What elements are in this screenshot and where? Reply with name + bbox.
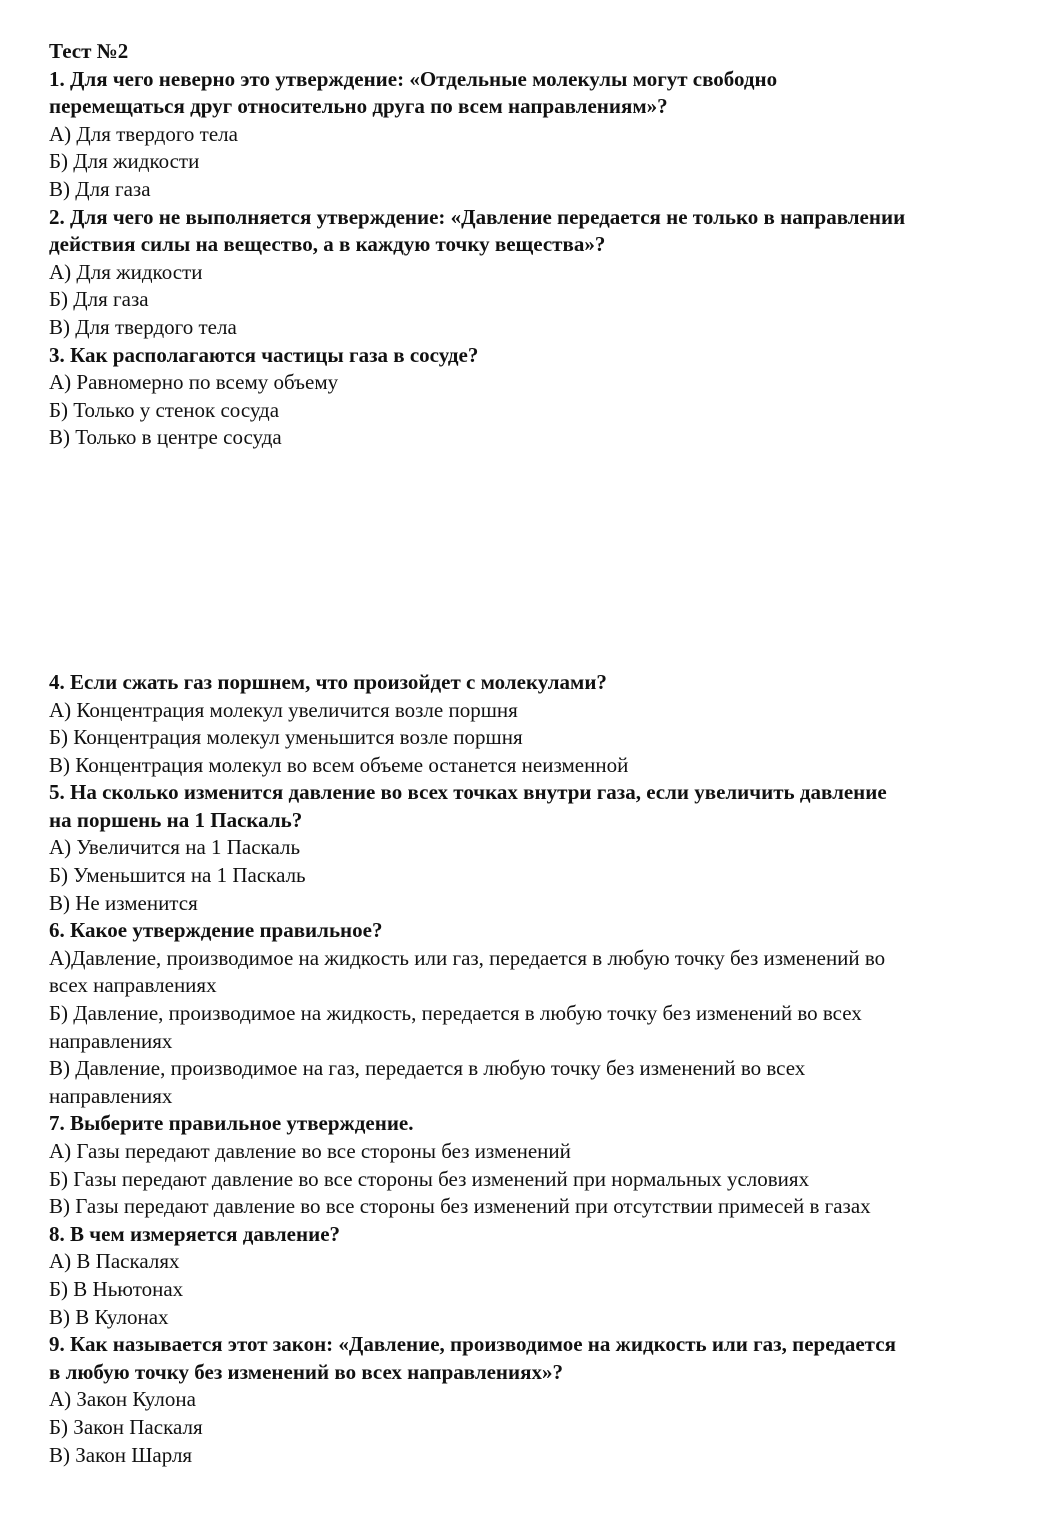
question-3-text: 3. Как располагаются частицы газа в сосуде? [49, 342, 479, 367]
question-4-option-b: Б) Концентрация молекул уменьшится возле поршня [49, 725, 523, 750]
question-9-text: 9. Как называется этот закон: «Давление, производимое на жидкость или газ, передается [49, 1332, 896, 1357]
question-3-option-b: Б) Только у стенок сосуда [49, 397, 280, 422]
question-6-option-c: В) Давление, производимое на газ, передается в любую точку без изменений во всех [49, 1056, 806, 1081]
question-8-option-a: А) В Паскалях [49, 1249, 180, 1274]
question-7-option-b: Б) Газы передают давление во все стороны без изменений при нормальных условиях [49, 1166, 810, 1191]
question-1-option-b: Б) Для жидкости [49, 149, 200, 174]
question-7-text: 7. Выберите правильное утверждение. [49, 1111, 414, 1136]
question-6-option-b: Б) Давление, производимое на жидкость, передается в любую точку без изменений во всех [49, 1001, 862, 1026]
question-8-option-c: В) В Кулонах [49, 1304, 169, 1329]
page-gap [49, 452, 1039, 669]
question-3-option-a: А) Равномерно по всему объему [49, 370, 339, 395]
question-9-option-b: Б) Закон Паскаля [49, 1414, 203, 1439]
question-5-text: 5. На сколько изменится давление во всех точках внутри газа, если увеличить давление [49, 780, 887, 805]
question-1-option-c: В) Для газа [49, 176, 151, 201]
question-8 [49, 1221, 1039, 1331]
question-6-text: 6. Какое утверждение правильное? [49, 918, 383, 943]
question-2-option-a: А) Для жидкости [49, 259, 203, 284]
question-4-option-c: В) Концентрация молекул во всем объеме останется неизменной [49, 752, 629, 777]
question-2-text: 2. Для чего не выполняется утверждение: «Давление передается не только в направлении [49, 204, 906, 229]
test-title: Тест №2 [49, 39, 129, 63]
question-6-option-a: А)Давление, производимое на жидкость или газ, передается в любую точку без изменений во [49, 945, 886, 970]
question-4-option-a: А) Концентрация молекул увеличится возле поршня [49, 697, 518, 722]
question-5-option-b: Б) Уменьшится на 1 Паскаль [49, 863, 306, 888]
question-6-option-a-cont: всех направлениях [49, 973, 217, 998]
question-4-text: 4. Если сжать газ поршнем, что произойдет с молекулами? [49, 669, 607, 694]
question-9-text-cont: в любую точку без изменений во всех направлениях»? [49, 1359, 563, 1384]
question-5-text-cont: на поршень на 1 Паскаль? [49, 807, 303, 832]
question-7 [49, 1110, 1039, 1220]
question-8-text: 8. В чем измеряется давление? [49, 1221, 341, 1246]
question-5 [49, 779, 1039, 917]
question-1 [49, 66, 1039, 204]
question-6-option-c-cont: направлениях [49, 1083, 173, 1108]
question-5-option-a: А) Увеличится на 1 Паскаль [49, 835, 301, 860]
question-8-option-b: Б) В Ньютонах [49, 1276, 184, 1301]
question-1-text-cont: перемещаться друг относительно друга по всем направлениям»? [49, 94, 668, 119]
question-9-option-a: А) Закон Кулона [49, 1387, 196, 1412]
question-4 [49, 669, 1039, 779]
question-5-option-c: В) Не изменится [49, 890, 198, 915]
question-7-option-c: В) Газы передают давление во все стороны без изменений при отсутствии примесей в газах [49, 1194, 871, 1219]
question-9 [49, 1331, 1039, 1469]
question-3 [49, 342, 1039, 452]
question-7-option-a: А) Газы передают давление во все стороны без изменений [49, 1139, 571, 1163]
question-6-option-b-cont: направлениях [49, 1028, 173, 1053]
question-9-option-c: В) Закон Шарля [49, 1442, 193, 1467]
question-1-option-a: А) Для твердого тела [49, 121, 238, 146]
question-3-option-c: В) Только в центре сосуда [49, 425, 282, 450]
question-1-text: 1. Для чего неверно это утверждение: «Отдельные молекулы могут свободно [49, 66, 778, 91]
question-6 [49, 917, 1039, 1110]
question-2-text-cont: действия силы на вещество, а в каждую точку вещества»? [49, 232, 606, 257]
document-page [49, 38, 1039, 1469]
question-2-option-b: Б) Для газа [49, 287, 149, 312]
question-2-option-c: В) Для твердого тела [49, 314, 237, 339]
question-2 [49, 204, 1039, 342]
